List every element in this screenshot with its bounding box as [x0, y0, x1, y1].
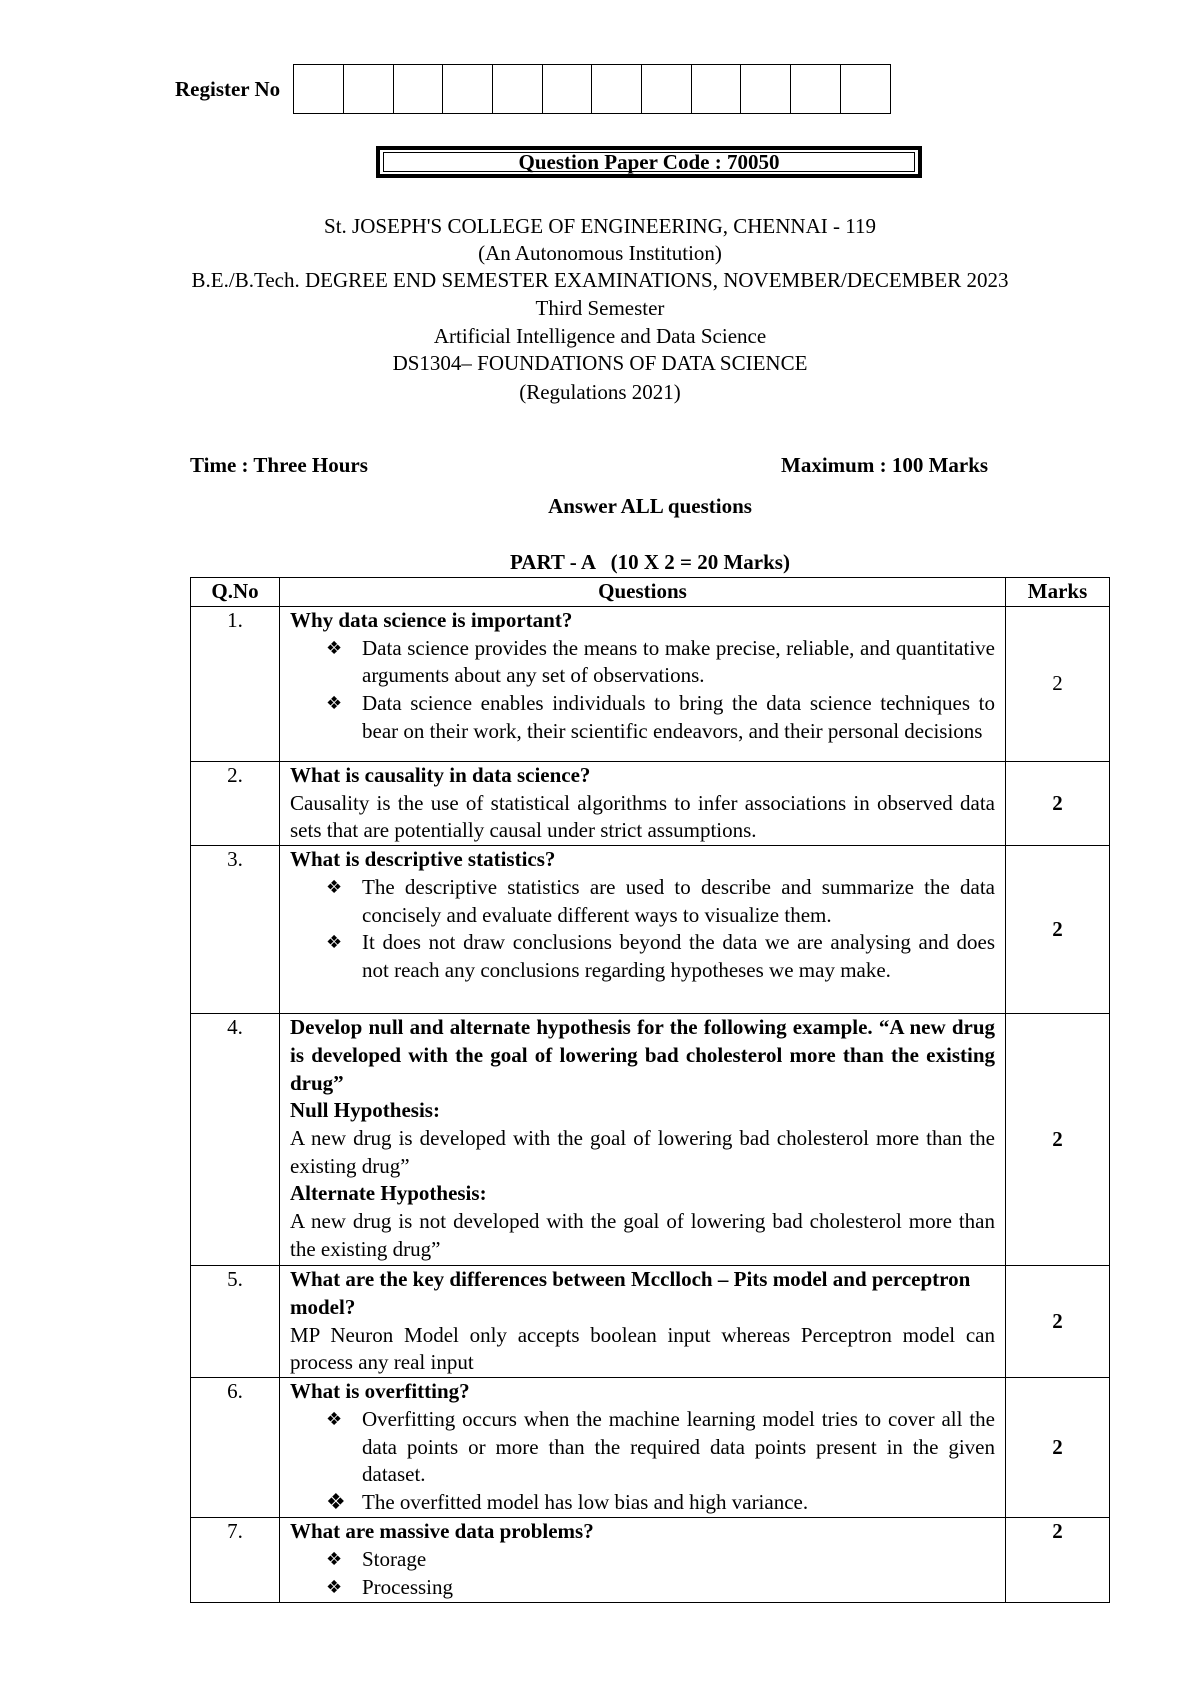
college-name: St. JOSEPH'S COLLEGE OF ENGINEERING, CHENNAI - 119: [324, 214, 876, 238]
semester: Third Semester: [535, 296, 665, 320]
table-row: [191, 1014, 1110, 1266]
bullet-item: ❖ Data science provides the means to make precise, reliable, and quantitative arguments about any set of observations.: [326, 635, 995, 690]
header-marks: Marks: [1006, 578, 1110, 607]
bullet-icon: ❖: [326, 1489, 346, 1515]
bullet-icon: ❖: [326, 1576, 343, 1598]
question-cell: [280, 762, 1006, 846]
bullet-icon: ❖: [326, 693, 343, 715]
marks-cell: 2: [1006, 762, 1110, 846]
bullet-item: ❖ The descriptive statistics are used to describe and summarize the data concisely and evaluate different ways to visualize them.: [326, 874, 995, 929]
register-digit-box[interactable]: [791, 65, 841, 113]
marks-cell: 2: [1006, 1378, 1110, 1518]
register-digit-box[interactable]: [394, 65, 444, 113]
table-row: [191, 607, 1110, 762]
marks-cell: 2: [1006, 1518, 1110, 1603]
time-duration: Time : Three Hours: [190, 453, 368, 477]
marks-cell: 2: [1006, 1266, 1110, 1378]
null-hypothesis-label: Null Hypothesis:: [290, 1098, 440, 1123]
question-number: 1.: [191, 607, 280, 762]
question-number: 2.: [191, 762, 280, 846]
question-title: What is overfitting?: [290, 1379, 470, 1404]
question-cell: [280, 1378, 1006, 1518]
register-digit-box[interactable]: [642, 65, 692, 113]
header-qno: Q.No: [191, 578, 280, 607]
question-title: Why data science is important?: [290, 608, 573, 632]
answer-text: MP Neuron Model only accepts boolean input whereas Perceptron model can process any real input: [290, 1322, 995, 1375]
bullet-icon: ❖: [326, 1408, 343, 1430]
question-title: What is causality in data science?: [290, 763, 591, 787]
register-digit-box[interactable]: [493, 65, 543, 113]
question-cell: [280, 846, 1006, 1014]
bullet-item: ❖ The overfitted model has low bias and high variance.: [326, 1489, 809, 1515]
bullet-item: ❖ Processing: [326, 1574, 995, 1602]
register-digit-box[interactable]: [592, 65, 642, 113]
register-digit-box[interactable]: [741, 65, 791, 113]
question-cell: [280, 1014, 1006, 1266]
exam-title: B.E./B.Tech. DEGREE END SEMESTER EXAMINATIONS, NOVEMBER/DECEMBER 2023: [191, 268, 1009, 292]
table-header-row: [191, 578, 1110, 607]
question-title: Develop null and alternate hypothesis for the following example. “A new drug is developed with the goal of lowering bad cholesterol more than the existing drug”: [290, 1015, 995, 1095]
register-digit-box[interactable]: [543, 65, 593, 113]
alternate-hypothesis-label: Alternate Hypothesis:: [290, 1181, 487, 1206]
register-digit-box[interactable]: [841, 65, 891, 113]
table-row: [191, 762, 1110, 846]
table-row: [191, 1518, 1110, 1603]
register-digit-box[interactable]: [443, 65, 493, 113]
branch: Artificial Intelligence and Data Science: [433, 324, 767, 348]
part-a-heading: PART - A (10 X 2 = 20 Marks): [510, 550, 790, 574]
marks-cell: 2: [1006, 607, 1110, 762]
table-row: [191, 1266, 1110, 1378]
bullet-icon: ❖: [326, 876, 343, 898]
bullet-icon: ❖: [326, 1548, 343, 1570]
questions-table: [190, 577, 1110, 1603]
question-title: What are massive data problems?: [290, 1519, 594, 1544]
paper-code: Question Paper Code : 70050: [518, 149, 780, 174]
register-number-block: [175, 64, 891, 114]
question-cell: [280, 607, 1006, 762]
bullet-icon: ❖: [326, 637, 343, 659]
register-label: Register No: [175, 76, 281, 101]
table-row: [191, 846, 1110, 1014]
answer-text: Causality is the use of statistical algorithms to infer associations in observed data sets that are potentially causal under strict assumptions.: [290, 790, 995, 843]
bullet-item: ❖ Storage: [326, 1546, 995, 1574]
maximum-marks: Maximum : 100 Marks: [781, 453, 989, 477]
question-title: What is descriptive statistics?: [290, 847, 556, 872]
paper-code-box: [376, 146, 922, 178]
question-number: 7.: [191, 1518, 280, 1603]
question-cell: [280, 1518, 1006, 1603]
question-cell: [280, 1266, 1006, 1378]
bullet-item: ❖ Overfitting occurs when the machine learning model tries to cover all the data points or more than the required data points present in the given dataset.: [326, 1406, 995, 1489]
bullet-icon: ❖: [326, 932, 343, 954]
instruction: Answer ALL questions: [548, 494, 752, 518]
register-digit-box[interactable]: [294, 65, 344, 113]
bullet-item: ❖ Data science enables individuals to bring the data science techniques to bear on their work, their scientific endeavors, and their personal decisions: [326, 690, 995, 745]
register-boxes: [293, 64, 891, 114]
marks-cell: 2: [1006, 1014, 1110, 1266]
header-questions: Questions: [280, 578, 1006, 607]
autonomous-note: (An Autonomous Institution): [478, 241, 722, 265]
bullet-item: ❖ It does not draw conclusions beyond the data we are analysing and does not reach any conclusions regarding hypotheses we may make.: [326, 929, 995, 984]
alternate-hypothesis-text: A new drug is not developed with the goal of lowering bad cholesterol more than the existing drug”: [290, 1209, 995, 1261]
register-digit-box[interactable]: [344, 65, 394, 113]
course-title: DS1304– FOUNDATIONS OF DATA SCIENCE: [392, 351, 808, 375]
table-row: [191, 1378, 1110, 1518]
register-digit-box[interactable]: [692, 65, 742, 113]
question-title: What are the key differences between Mcclloch – Pits model and perceptron model?: [290, 1267, 971, 1319]
question-number: 4.: [191, 1014, 280, 1266]
question-number: 6.: [191, 1378, 280, 1518]
question-number: 5.: [191, 1266, 280, 1378]
regulations: (Regulations 2021): [519, 380, 681, 404]
question-number: 3.: [191, 846, 280, 1014]
marks-cell: 2: [1006, 846, 1110, 1014]
null-hypothesis-text: A new drug is developed with the goal of lowering bad cholesterol more than the existing drug”: [290, 1125, 995, 1178]
